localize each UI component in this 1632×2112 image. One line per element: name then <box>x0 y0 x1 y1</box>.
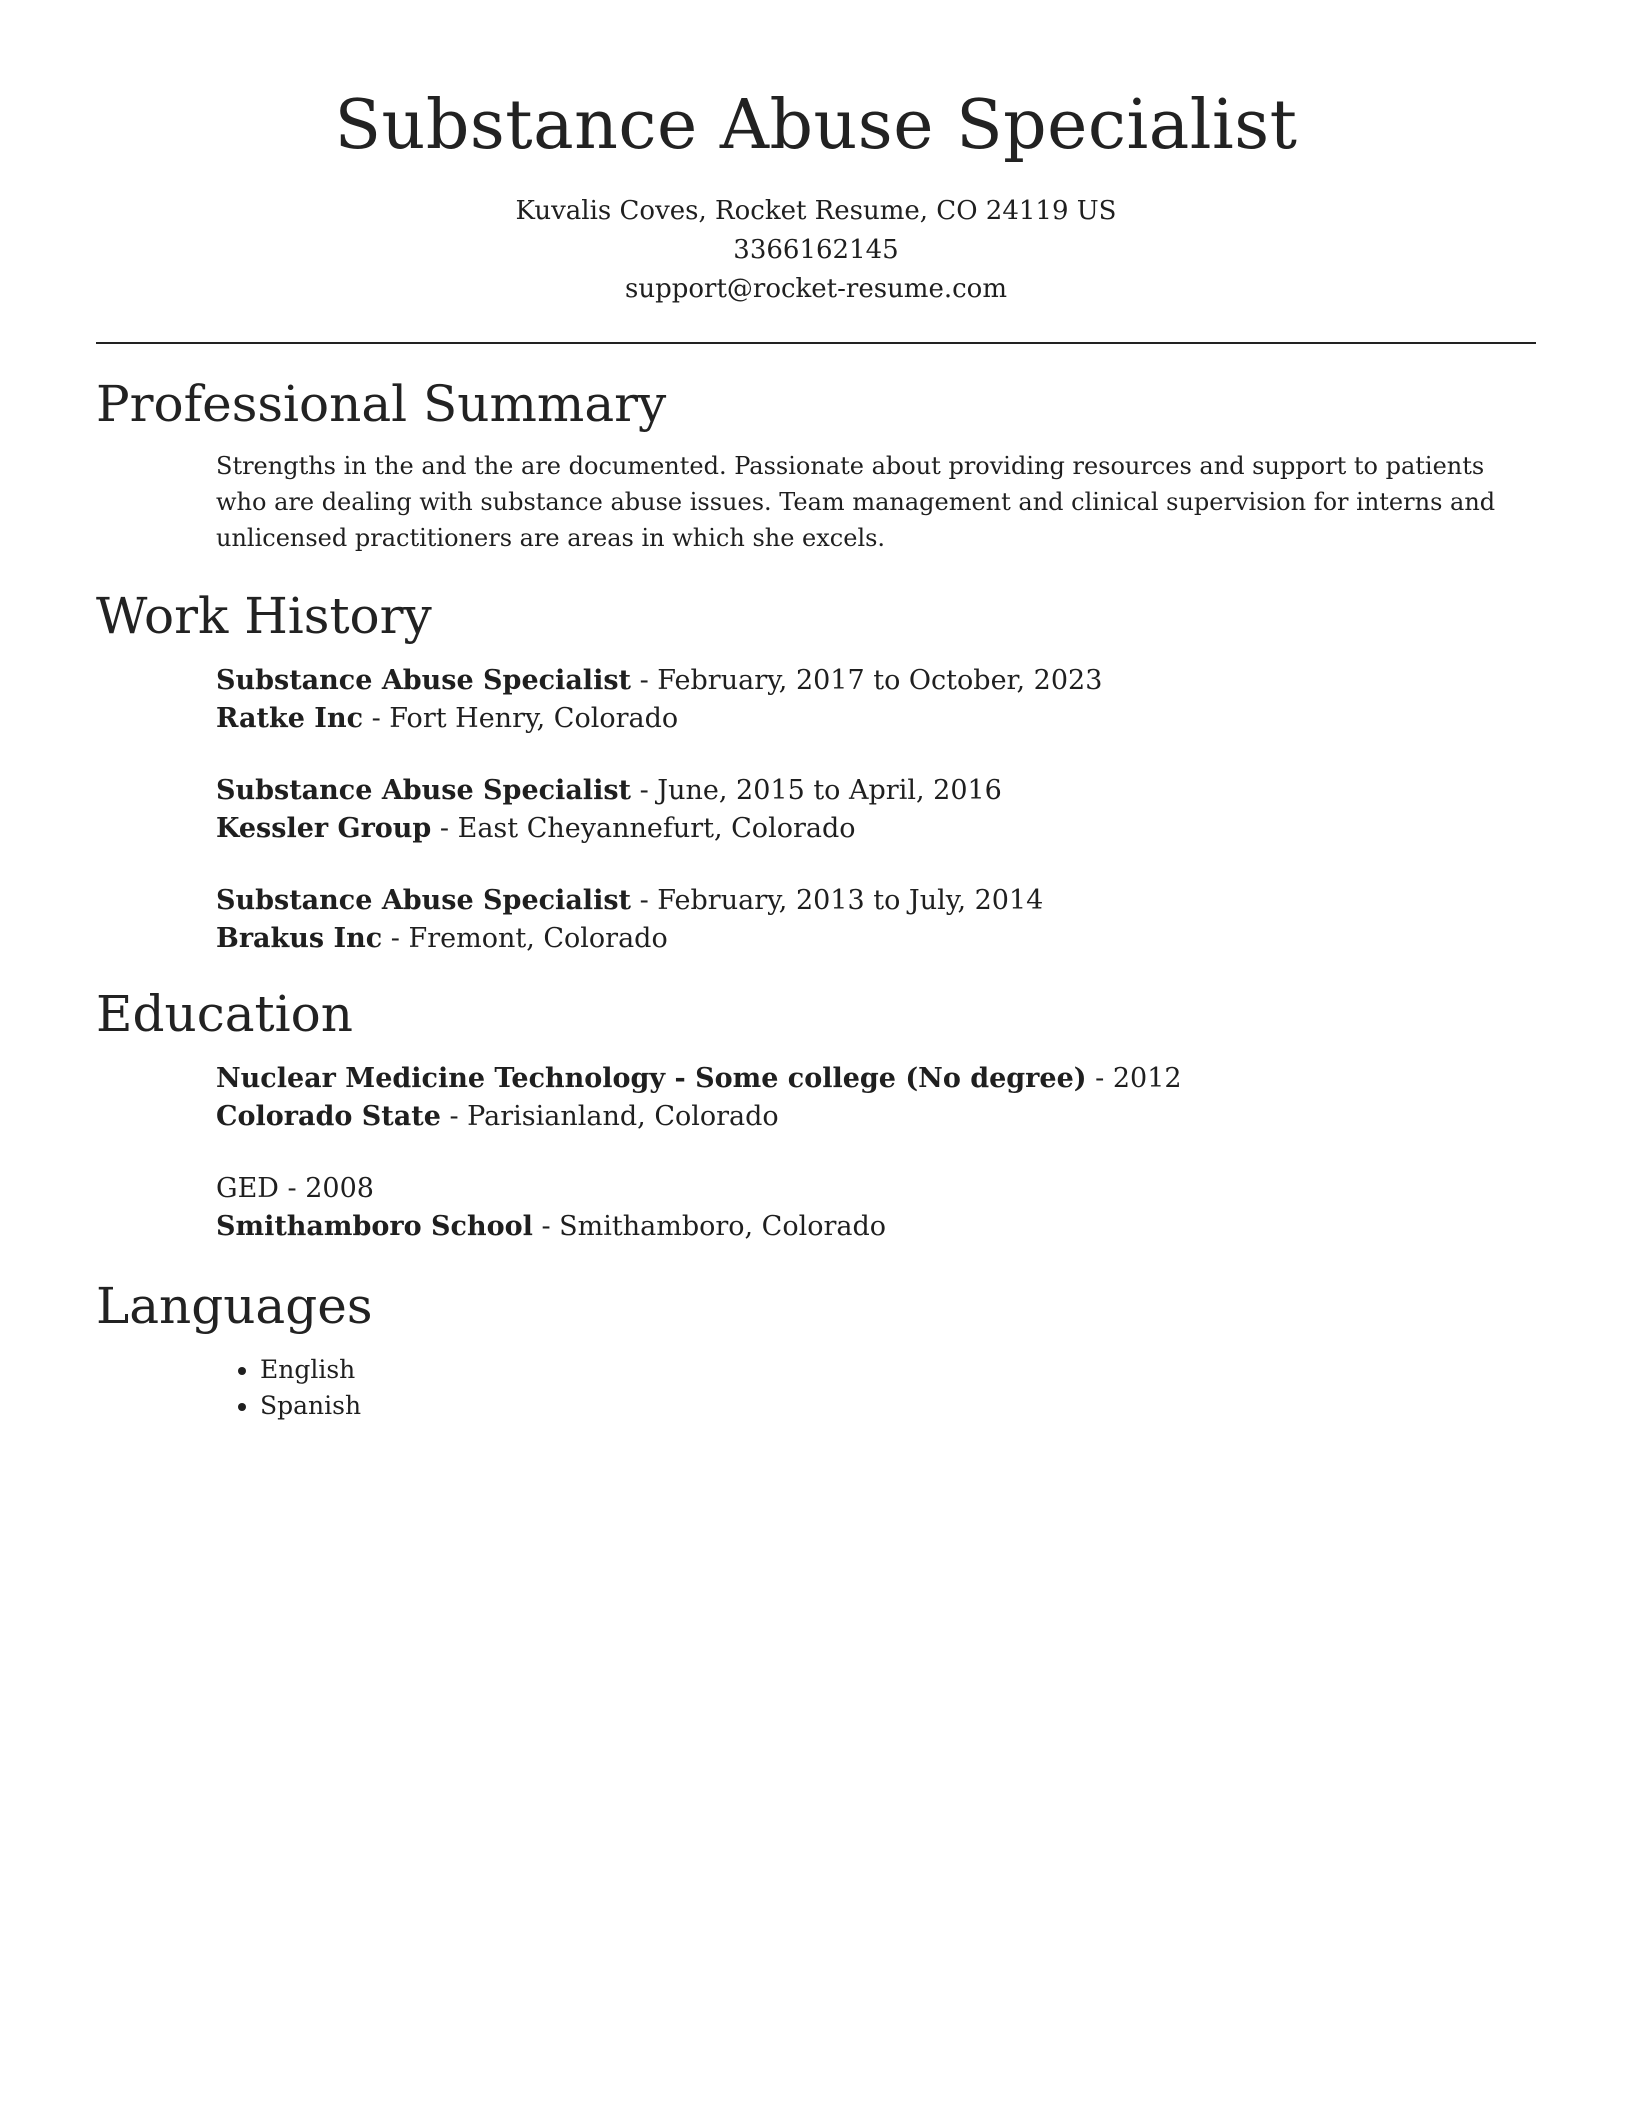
resume-name: Substance Abuse Specialist <box>334 86 1298 165</box>
job-company: Brakus Inc <box>216 923 383 954</box>
resume-header <box>0 78 1632 309</box>
contact-address: Kuvalis Coves, Rocket Resume, CO 24119 US <box>515 196 1117 226</box>
job-entry <box>216 882 1536 958</box>
job-role: Substance Abuse Specialist <box>216 665 631 696</box>
contact-info <box>0 192 1632 309</box>
education-school: Smithamboro School <box>216 1211 533 1242</box>
language-item: • English <box>260 1352 1536 1388</box>
summary-section <box>96 372 1536 556</box>
education-location: - Smithamboro, Colorado <box>532 1211 887 1242</box>
job-entry <box>216 662 1536 738</box>
contact-email: support@rocket-resume.com <box>624 274 1007 304</box>
job-location: - Fort Henry, Colorado <box>363 703 679 734</box>
summary-title: Professional Summary <box>96 375 667 433</box>
job-dates: - February, 2017 to October, 2023 <box>631 665 1103 696</box>
job-role: Substance Abuse Specialist <box>216 775 631 806</box>
contact-phone: 3366162145 <box>733 235 899 265</box>
education-school: Colorado State <box>216 1101 441 1132</box>
job-location: - Fremont, Colorado <box>382 923 668 954</box>
education-location: - Parisianland, Colorado <box>440 1101 779 1132</box>
education-degree: Nuclear Medicine Technology - Some college (No degree) <box>216 1063 1087 1094</box>
education-entry <box>216 1060 1536 1136</box>
education-year: - 2012 <box>1086 1063 1182 1094</box>
job-location: - East Cheyannefurt, Colorado <box>431 813 856 844</box>
summary-text: Strengths in the and the are documented. Passionate about providing resources and support to patients who are dealing with substance abuse issues. Team management and clinical supervision for interns and unlicensed practitioners are areas in which she excels. <box>216 452 1496 552</box>
education-section <box>96 982 1536 1246</box>
education-entry <box>216 1170 1536 1246</box>
education-year: - 2008 <box>278 1173 374 1204</box>
job-dates: - June, 2015 to April, 2016 <box>631 775 1002 806</box>
header-divider <box>96 342 1536 344</box>
job-company: Kessler Group <box>216 813 432 844</box>
job-dates: - February, 2013 to July, 2014 <box>631 885 1044 916</box>
language-item: • Spanish <box>260 1388 1536 1424</box>
education-title: Education <box>96 985 353 1043</box>
work-history-section <box>96 584 1536 958</box>
education-degree: GED <box>216 1173 279 1204</box>
work-history-title: Work History <box>96 587 432 645</box>
job-company: Ratke Inc <box>216 703 364 734</box>
languages-title: Languages <box>96 1277 373 1335</box>
languages-section <box>96 1274 1536 1424</box>
job-entry <box>216 772 1536 848</box>
job-role: Substance Abuse Specialist <box>216 885 631 916</box>
languages-list <box>216 1352 1536 1424</box>
